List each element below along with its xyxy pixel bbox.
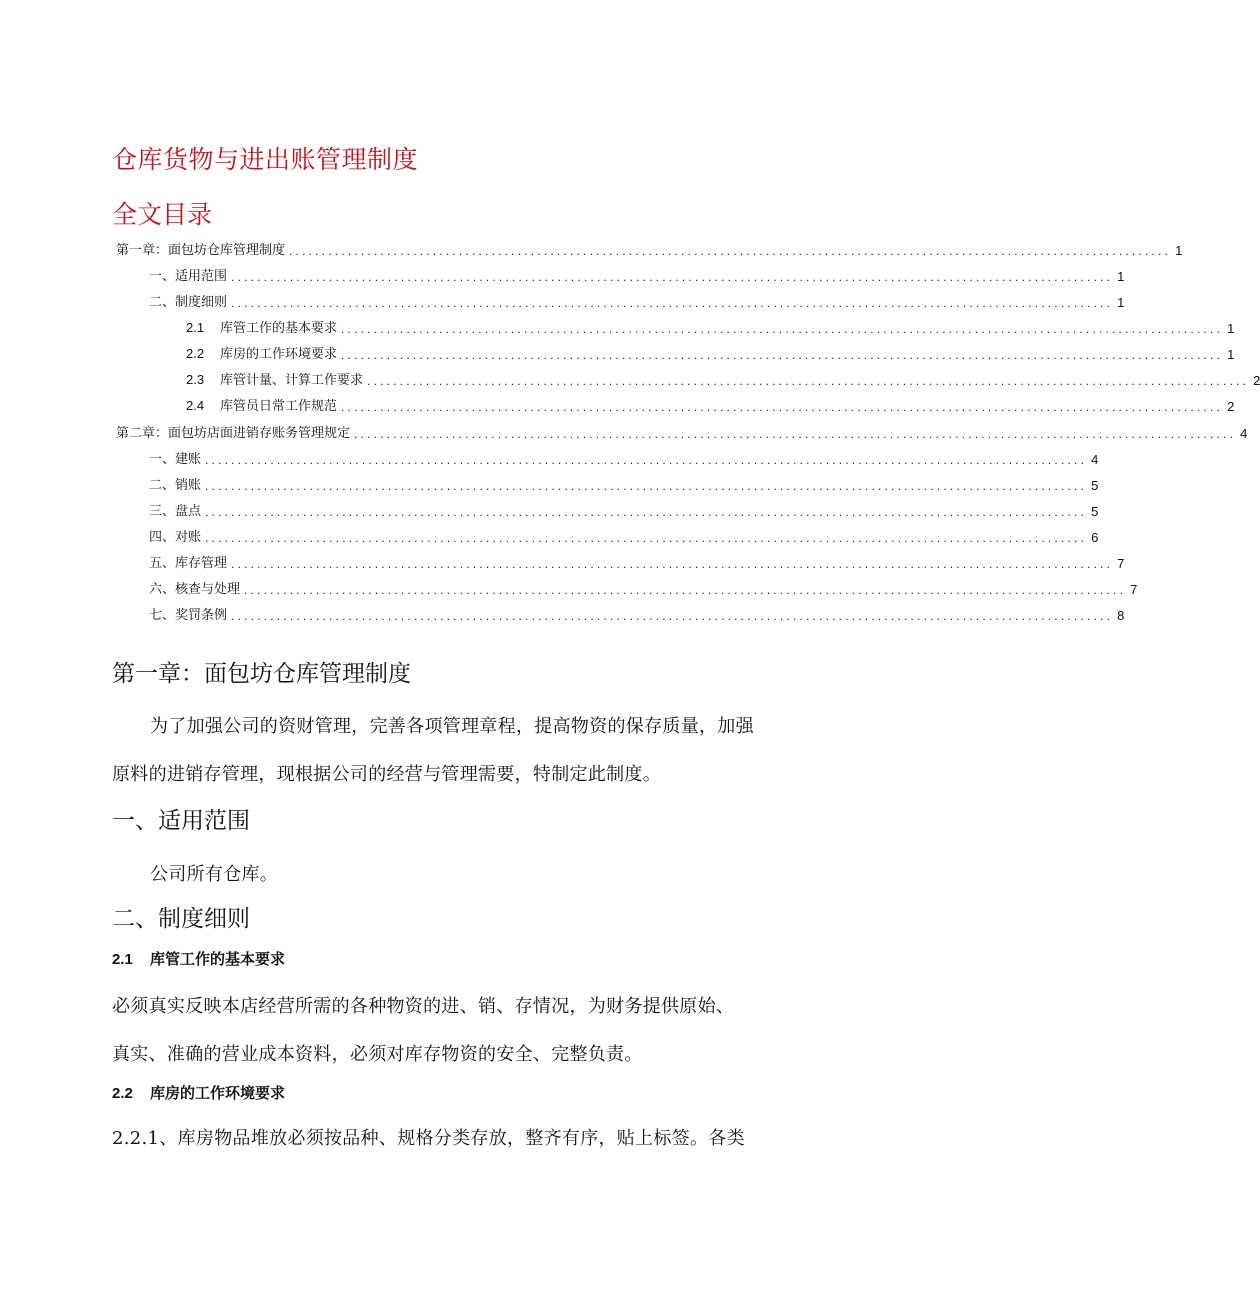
- paragraph-line: 为了加强公司的资财管理，完善各项管理章程，提高物资的保存质量，加强: [150, 716, 754, 737]
- toc-leader-dots: .......................................................................................................................................: [205, 505, 1088, 519]
- toc-entry[interactable]: [149, 449, 1099, 469]
- toc-entry-page: 1: [1227, 321, 1235, 336]
- paragraph-line: 真实、准确的营业成本资料，必须对库存物资的安全、完整负责。: [112, 1044, 643, 1065]
- section-heading: 一、适用范围: [112, 808, 250, 834]
- paragraph-line: 公司所有仓库。: [150, 864, 279, 885]
- toc-entry[interactable]: [186, 370, 1260, 390]
- subsection-title: 库房的工作环境要求: [150, 1084, 286, 1102]
- toc-leader-dots: .......................................................................................................................................: [341, 400, 1224, 414]
- toc-leader-dots: .......................................................................................................................................: [231, 270, 1114, 284]
- toc-leader-dots: .......................................................................................................................................: [244, 583, 1127, 597]
- toc-entry-label: 二、制度细则: [149, 295, 228, 310]
- toc-leader-dots: .......................................................................................................................................: [341, 348, 1224, 362]
- toc-leader-dots: .......................................................................................................................................: [231, 609, 1114, 623]
- toc-entry-page: 1: [1227, 347, 1235, 362]
- chapter-heading: 第一章：面包坊仓库管理制度: [112, 661, 411, 687]
- toc-leader-dots: .......................................................................................................................................: [367, 374, 1250, 388]
- toc-entry-page: 1: [1175, 243, 1183, 258]
- toc-leader-dots: .......................................................................................................................................: [354, 427, 1237, 441]
- toc-leader-dots: .......................................................................................................................................: [205, 453, 1088, 467]
- toc-entry[interactable]: [149, 553, 1125, 573]
- toc-entry-page: 4: [1091, 452, 1099, 467]
- subsection-title: 库管工作的基本要求: [150, 950, 286, 968]
- toc-entry-page: 7: [1117, 556, 1125, 571]
- toc-entry-label: 四、对账: [149, 530, 202, 545]
- toc-entry-page: 2: [1253, 373, 1260, 388]
- toc-entry-label: 一、建账: [149, 452, 202, 467]
- document-title: 仓库货物与进出账管理制度: [112, 145, 419, 174]
- toc-leader-dots: .......................................................................................................................................: [231, 296, 1114, 310]
- paragraph-line: 原料的进销存管理，现根据公司的经营与管理需要，特制定此制度。: [112, 764, 661, 785]
- toc-entry-label: 库管计量、计算工作要求: [220, 373, 364, 388]
- toc-entry[interactable]: [149, 475, 1099, 495]
- toc-entry-label: 库管工作的基本要求: [220, 321, 338, 336]
- toc-entry-page: 1: [1117, 295, 1125, 310]
- toc-entry[interactable]: [149, 501, 1099, 521]
- toc-entry-page: 8: [1117, 608, 1125, 623]
- toc-entry-number: 2.3: [186, 372, 205, 387]
- subsection-heading: [112, 948, 285, 969]
- toc-entry-page: 7: [1130, 582, 1138, 597]
- toc-entry-page: 5: [1091, 478, 1099, 493]
- toc-entry-page: 4: [1240, 426, 1248, 441]
- toc-entry[interactable]: [186, 318, 1235, 338]
- toc-entry-number: 2.1: [186, 320, 205, 335]
- section-heading: 二、制度细则: [112, 906, 250, 932]
- toc-entry-label: 库管员日常工作规范: [220, 399, 338, 414]
- toc-entry[interactable]: [149, 605, 1125, 625]
- toc-entry[interactable]: [116, 423, 1248, 443]
- toc-leader-dots: .......................................................................................................................................: [205, 531, 1088, 545]
- subsection-heading: [112, 1082, 285, 1103]
- toc-entry-label: 一、适用范围: [149, 269, 228, 284]
- toc-entry-label: 三、盘点: [149, 504, 202, 519]
- toc-entry-label: 五、库存管理: [149, 556, 228, 571]
- toc-entry-label: 七、奖罚条例: [149, 608, 228, 623]
- toc-entry-label: 库房的工作环境要求: [220, 347, 338, 362]
- toc-leader-dots: .......................................................................................................................................: [205, 479, 1088, 493]
- toc-leader-dots: .......................................................................................................................................: [341, 322, 1224, 336]
- toc-entry-page: 5: [1091, 504, 1099, 519]
- toc-entry[interactable]: [186, 396, 1235, 416]
- toc-entry-number: 2.4: [186, 398, 205, 413]
- toc-entry-page: 2: [1227, 399, 1235, 414]
- toc-entry[interactable]: [116, 240, 1183, 260]
- toc-leader-dots: .......................................................................................................................................: [289, 244, 1172, 258]
- toc-entry-label: 第二章：面包坊店面进销存账务管理规定: [116, 426, 351, 441]
- toc-entry-number: 2.2: [186, 346, 205, 361]
- subsection-number: 2.2: [112, 1085, 133, 1102]
- toc-entry-label: 二、销账: [149, 478, 202, 493]
- paragraph-line: 必须真实反映本店经营所需的各种物资的进、销、存情况，为财务提供原始、: [112, 996, 735, 1017]
- subsection-number: 2.1: [112, 951, 133, 968]
- paragraph-line: 2.2.1、库房物品堆放必须按品种、规格分类存放，整齐有序，贴上标签。各类: [112, 1128, 745, 1149]
- toc-entry-label: 第一章：面包坊仓库管理制度: [116, 243, 286, 258]
- toc-entry-page: 1: [1117, 269, 1125, 284]
- toc-entry-page: 6: [1091, 530, 1099, 545]
- toc-entry[interactable]: [149, 527, 1099, 547]
- toc-entry[interactable]: [186, 344, 1235, 364]
- toc-entry[interactable]: [149, 266, 1125, 286]
- toc-entry[interactable]: [149, 292, 1125, 312]
- toc-entry[interactable]: [149, 579, 1138, 599]
- toc-leader-dots: .......................................................................................................................................: [231, 557, 1114, 571]
- toc-title: 全文目录: [112, 200, 213, 229]
- toc-entry-label: 六、核查与处理: [149, 582, 241, 597]
